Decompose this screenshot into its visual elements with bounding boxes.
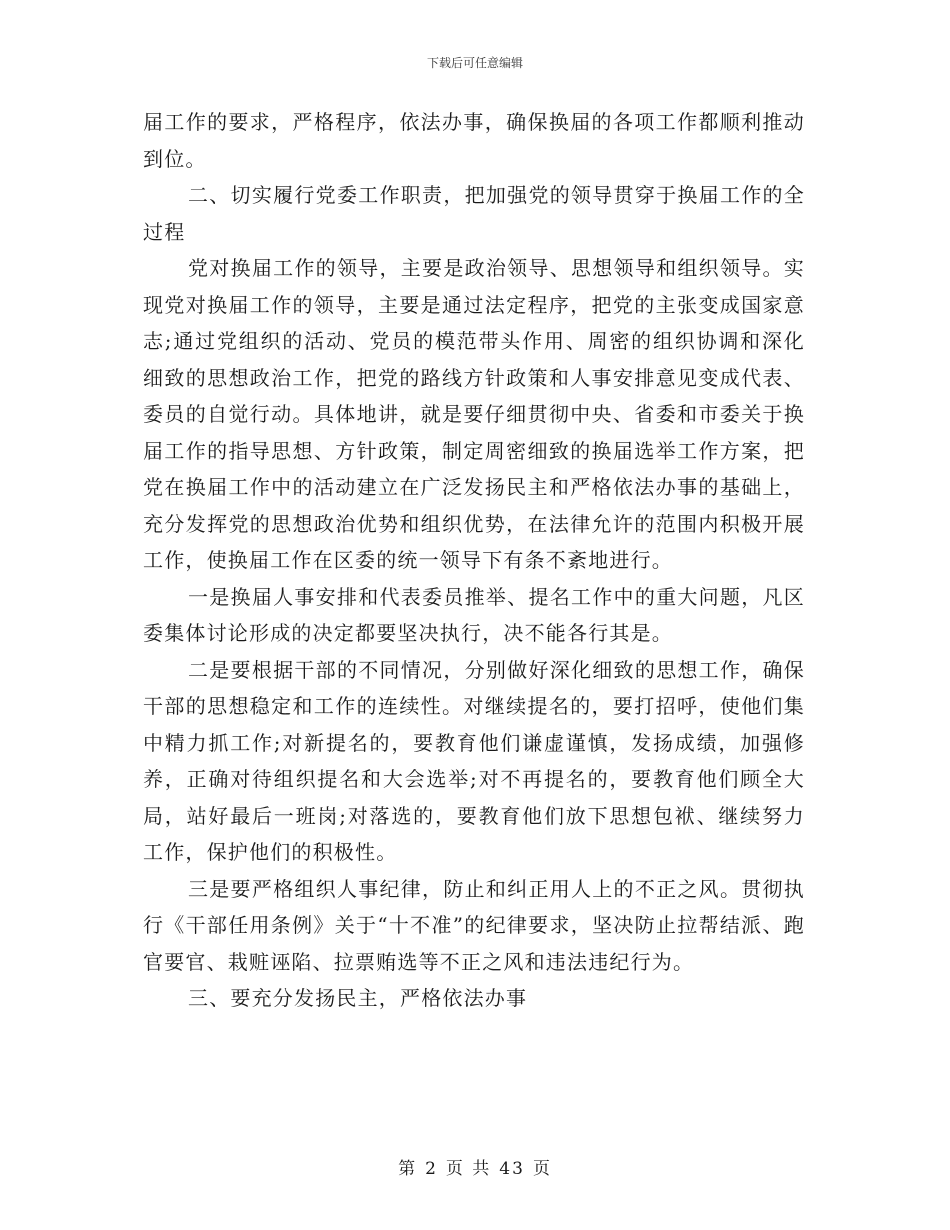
footer-prefix: 第: [398, 1159, 418, 1179]
footer-page-number: 2: [425, 1159, 438, 1179]
footer-total-pages: 43: [499, 1159, 525, 1179]
paragraph-party-leadership: 党对换届工作的领导，主要是政治领导、思想领导和组织领导。实现党对换届工作的领导，主要是通过法定程序，把党的主张变成国家意志;通过党组织的活动、党员的模范带头作用、周密的组织协调和深化细致的思想政治工作，把党的路线方针政策和人事安排意见变成代表、委员的自觉行动。具体地讲，就是要仔细贯彻中央、省委和市委关于换届工作的指导思想、方针政策，制定周密细致的换届选举工作方案，把党在换届工作中的活动建立在广泛发扬民主和严格依法办事的基础上，充分发挥党的思想政治优势和组织优势，在法律允许的范围内积极开展工作，使换届工作在区委的统一领导下有条不紊地进行。: [143, 256, 805, 572]
paragraph-point-1: 一是换届人事安排和代表委员推举、提名工作中的重大问题，凡区委集体讨论形成的决定都要坚决执行，决不能各行其是。: [143, 584, 805, 645]
section-heading-3: 三、要充分发扬民主，严格依法办事: [188, 986, 528, 1010]
section-heading-2: 二、切实履行党委工作职责，把加强党的领导贯穿于换届工作的全过程: [143, 183, 805, 244]
page-header-note: 下载后可任意编辑: [426, 56, 523, 70]
document-body: [143, 104, 805, 1017]
page-footer: [0, 1154, 950, 1179]
paragraph-point-3: 三是要严格组织人事纪律，防止和纠正用人上的不正之风。贯彻执行《干部任用条例》关于“十不准”的纪律要求，坚决防止拉帮结派、跑官要官、栽赃诬陷、拉票贿选等不正之风和违法违纪行为。: [143, 876, 805, 974]
footer-middle: 页 共: [445, 1159, 492, 1179]
paragraph-continuation: 届工作的要求，严格程序，依法办事，确保换届的各项工作都顺利推动到位。: [143, 110, 805, 171]
footer-suffix: 页: [532, 1159, 552, 1179]
paragraph-point-2: 二是要根据干部的不同情况，分别做好深化细致的思想工作，确保干部的思想稳定和工作的连续性。对继续提名的，要打招呼，使他们集中精力抓工作;对新提名的，要教育他们谦虚谨慎，发扬成绩，加强修养，正确对待组织提名和大会选举;对不再提名的，要教育他们顾全大局，站好最后一班岗;对落选的，要教育他们放下思想包袱、继续努力工作，保护他们的积极性。: [143, 657, 805, 864]
